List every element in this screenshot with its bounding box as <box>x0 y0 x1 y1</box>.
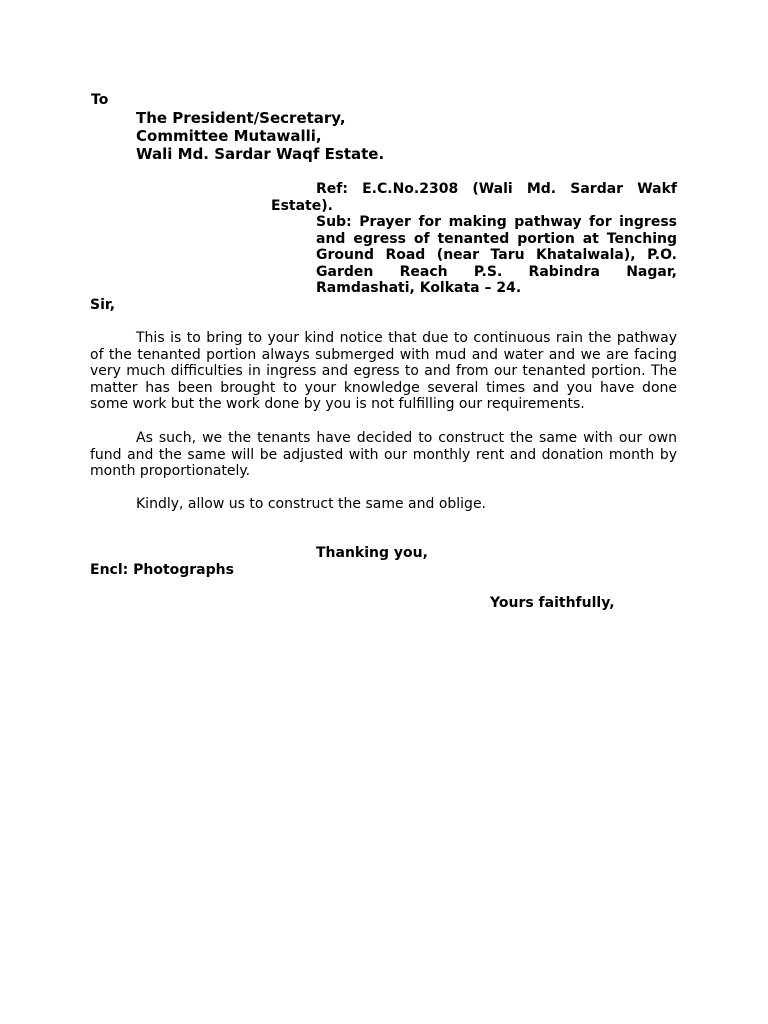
closing-line: Yours faithfully, <box>490 595 615 611</box>
body-paragraph-2: As such, we the tenants have decided to construct the same with our own fund and the same will be adjusted with our monthly rent and donation month by month proportionately. <box>90 430 677 479</box>
to-label: To <box>91 92 109 108</box>
thanking-line: Thanking you, <box>316 545 428 561</box>
subject-block: Sub: Prayer for making pathway for ingress and egress of tenanted portion at Tenching Ground Road (near Taru Khatalwala), P.O. Garden Reach P.S. Rabindra Nagar, Ramdashati, Kolkata – 24. <box>316 214 677 296</box>
salutation: Sir, <box>90 297 116 313</box>
body-paragraph-3: Kindly, allow us to construct the same and oblige. <box>136 496 487 512</box>
recipient-line-3: Wali Md. Sardar Waqf Estate. <box>136 145 385 163</box>
reference-line-1: Ref: E.C.No.2308 (Wali Md. Sardar Wakf <box>316 181 677 197</box>
reference-line-2: Estate). <box>271 197 333 214</box>
body-paragraph-1: This is to bring to your kind notice that due to continuous rain the pathway of the tenanted portion always submerged with mud and water and we are facing very much difficulties in ingress and egress to and from our tenanted portion. The matter has been brought to your knowledge several times and you have done some work but the work done by you is not fulfilling our requirements. <box>90 330 677 412</box>
recipient-line-1: The President/Secretary, <box>136 109 346 127</box>
recipient-line-2: Committee Mutawalli, <box>136 127 322 145</box>
enclosure-line: Encl: Photographs <box>90 562 234 578</box>
